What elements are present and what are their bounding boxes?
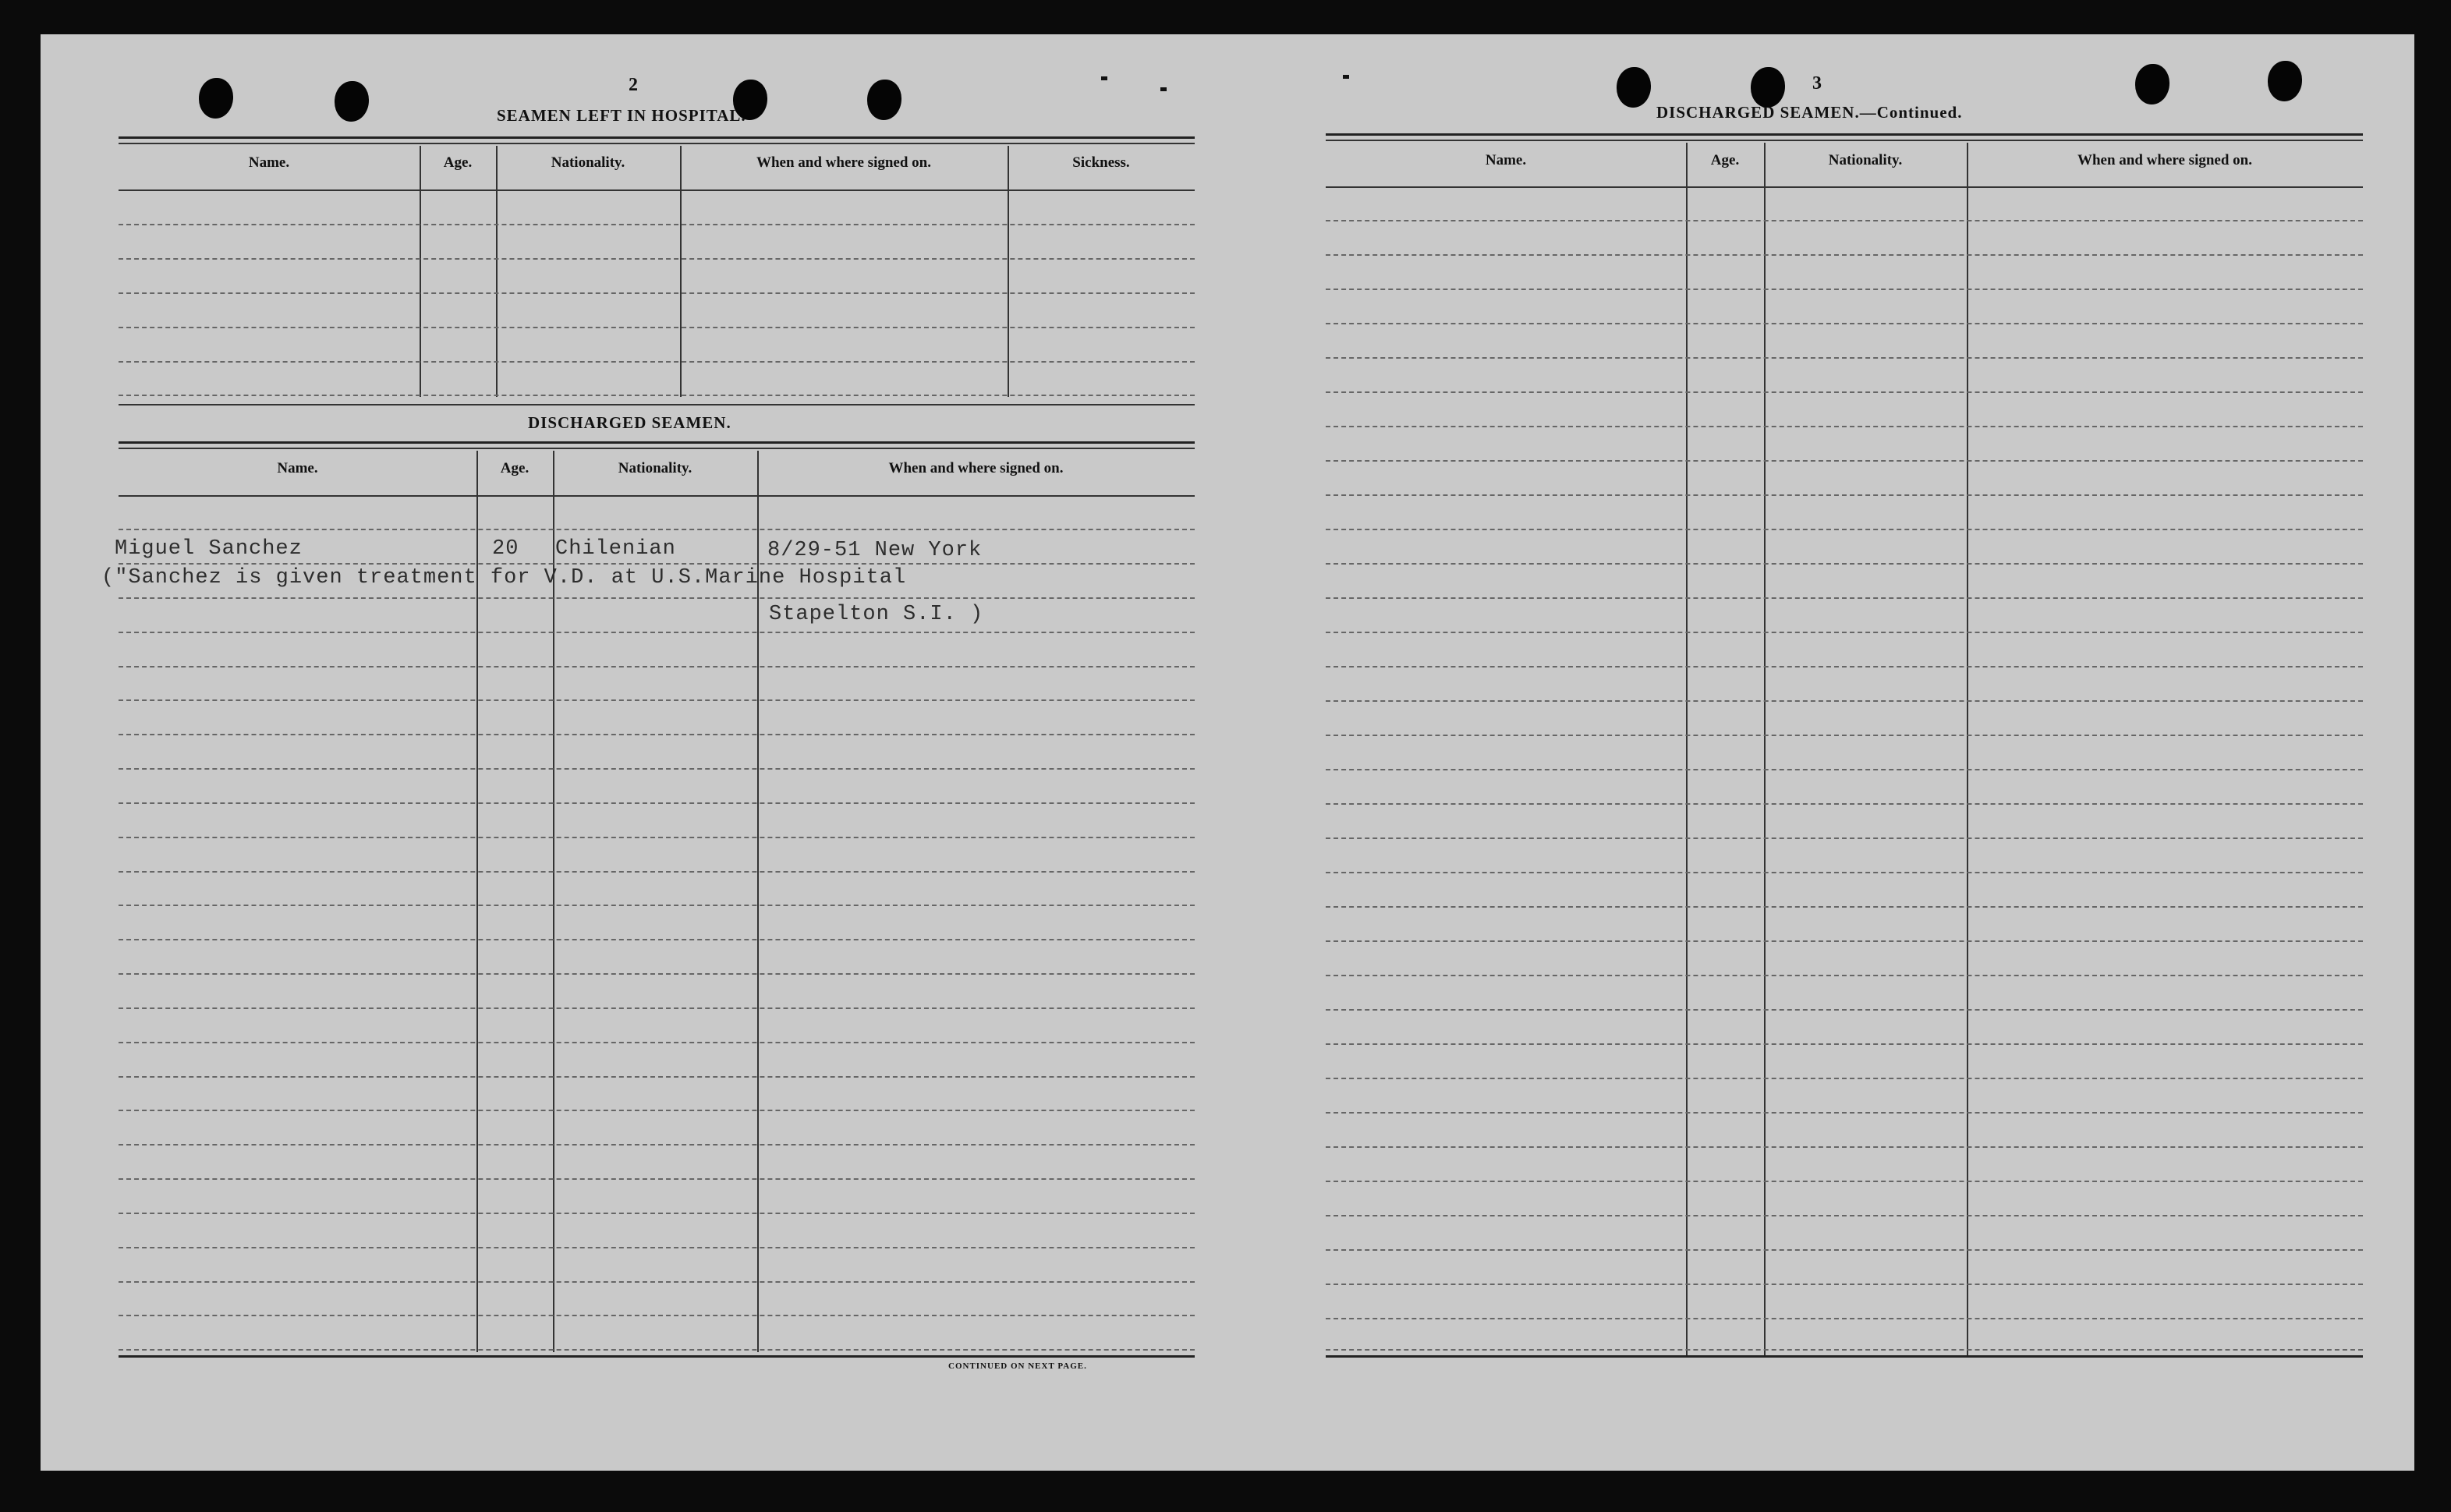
entry-line	[1326, 632, 2363, 633]
punch-hole	[2268, 61, 2302, 101]
entry-line	[1326, 357, 2363, 359]
entry-line	[1326, 529, 2363, 530]
paper-speck	[1343, 75, 1349, 79]
entry-line	[1326, 700, 2363, 702]
entry-line	[119, 395, 1195, 396]
table-bottom-rule	[119, 1355, 1195, 1358]
entry-line	[119, 1349, 1195, 1351]
punch-hole	[2135, 64, 2169, 104]
entry-line	[1326, 975, 2363, 976]
table-top-rule	[1326, 133, 2363, 136]
entry-line	[1326, 1146, 2363, 1148]
entry-line	[119, 1247, 1195, 1248]
column-header-age: Age.	[500, 460, 530, 476]
entry-line	[1326, 1112, 2363, 1114]
entry-line	[1326, 426, 2363, 427]
entry-line	[119, 699, 1195, 701]
entry-line	[1326, 666, 2363, 667]
entry-line	[1326, 735, 2363, 736]
entry-line	[1326, 597, 2363, 599]
entry-line	[1326, 769, 2363, 770]
entry-line	[119, 258, 1195, 260]
entry-line	[1326, 1078, 2363, 1079]
column-divider	[1764, 143, 1766, 1355]
table-bottom-rule	[119, 404, 1195, 405]
column-divider	[420, 146, 421, 397]
treatment-note-continued: Stapelton S.I. )	[769, 603, 984, 626]
column-divider	[1967, 143, 1968, 1355]
entry-line	[1326, 1009, 2363, 1011]
entry-line	[119, 871, 1195, 873]
entry-line	[1326, 289, 2363, 290]
discharged-section-title: DISCHARGED SEAMEN.	[528, 413, 731, 432]
entry-line	[119, 1315, 1195, 1316]
continued-footer: CONTINUED ON NEXT PAGE.	[948, 1362, 1087, 1371]
entry-line	[1326, 837, 2363, 839]
discharged-continued-title: DISCHARGED SEAMEN.—Continued.	[1656, 103, 1963, 122]
entry-line	[119, 802, 1195, 804]
paper-speck	[1101, 76, 1107, 80]
column-header-nationality: Nationality.	[1828, 152, 1903, 168]
entry-line	[119, 563, 1195, 565]
entry-line	[1326, 803, 2363, 805]
entry-line	[119, 292, 1195, 294]
punch-hole	[199, 78, 233, 119]
ledger-sheet	[41, 34, 2414, 1471]
entry-line	[1326, 1284, 2363, 1285]
entry-line	[119, 734, 1195, 735]
entry-line	[119, 1144, 1195, 1146]
entry-line	[119, 361, 1195, 363]
entry-line	[1326, 906, 2363, 908]
entry-line	[119, 1213, 1195, 1214]
column-divider	[496, 146, 498, 397]
column-header-nationality: Nationality.	[551, 154, 625, 171]
treatment-note: ("Sanchez is given treatment for V.D. at U.S.Marine Hospital	[101, 566, 907, 590]
left-page	[41, 34, 1234, 1471]
hospital-section-title: SEAMEN LEFT IN HOSPITAL.	[497, 106, 746, 125]
punch-hole	[1751, 67, 1785, 108]
column-header-sickness: Sickness.	[1072, 154, 1130, 171]
header-bottom-rule	[119, 495, 1195, 497]
punch-hole	[335, 81, 369, 122]
entry-nationality: Chilenian	[555, 537, 676, 561]
header-bottom-rule	[1326, 186, 2363, 188]
entry-name: Miguel Sanchez	[115, 537, 303, 561]
right-page	[1234, 34, 2414, 1471]
entry-line	[119, 529, 1195, 530]
entry-line	[119, 224, 1195, 225]
entry-line	[119, 1007, 1195, 1009]
entry-line	[1326, 872, 2363, 873]
entry-signed-on: 8/29-51 New York	[767, 539, 983, 562]
entry-age: 20	[492, 537, 519, 561]
column-divider	[1008, 146, 1009, 397]
entry-line	[1326, 391, 2363, 393]
entry-line	[119, 327, 1195, 328]
entry-line	[119, 837, 1195, 838]
entry-line	[119, 1281, 1195, 1283]
entry-line	[119, 973, 1195, 975]
entry-line	[1326, 323, 2363, 324]
entry-line	[1326, 1249, 2363, 1251]
table-top-rule	[1326, 140, 2363, 141]
column-divider	[1686, 143, 1688, 1355]
table-top-rule	[119, 441, 1195, 444]
entry-line	[119, 1076, 1195, 1078]
entry-line	[1326, 563, 2363, 565]
entry-line	[119, 939, 1195, 940]
column-header-signed-on: When and where signed on.	[888, 460, 1064, 476]
punch-hole	[867, 80, 901, 120]
column-header-name: Name.	[277, 460, 318, 476]
column-header-name: Name.	[248, 154, 290, 171]
entry-line	[1326, 460, 2363, 462]
entry-line	[119, 905, 1195, 906]
paper-speck	[1160, 87, 1167, 91]
table-top-rule	[119, 143, 1195, 144]
column-header-nationality: Nationality.	[618, 460, 692, 476]
entry-line	[119, 1042, 1195, 1043]
entry-line	[1326, 1181, 2363, 1182]
entry-line	[1326, 1043, 2363, 1045]
entry-line	[1326, 1349, 2363, 1351]
page-number: 3	[1812, 73, 1822, 94]
table-top-rule	[119, 136, 1195, 139]
column-header-name: Name.	[1485, 152, 1527, 168]
column-header-signed-on: When and where signed on.	[2077, 152, 2252, 168]
column-divider	[680, 146, 682, 397]
entry-line	[119, 632, 1195, 633]
entry-line	[1326, 220, 2363, 221]
table-bottom-rule	[1326, 1355, 2363, 1358]
punch-hole	[1617, 67, 1651, 108]
column-header-signed-on: When and where signed on.	[756, 154, 931, 171]
column-header-age: Age.	[443, 154, 473, 171]
entry-line	[1326, 494, 2363, 496]
table-top-rule	[119, 448, 1195, 449]
column-header-age: Age.	[1710, 152, 1740, 168]
entry-line	[1326, 1318, 2363, 1319]
entry-line	[1326, 1215, 2363, 1216]
entry-line	[119, 1110, 1195, 1111]
entry-line	[119, 768, 1195, 770]
page-number: 2	[629, 75, 638, 95]
entry-line	[119, 666, 1195, 667]
entry-line	[1326, 254, 2363, 256]
header-bottom-rule	[119, 189, 1195, 191]
entry-line	[1326, 940, 2363, 942]
entry-line	[119, 597, 1195, 599]
entry-line	[119, 1178, 1195, 1180]
